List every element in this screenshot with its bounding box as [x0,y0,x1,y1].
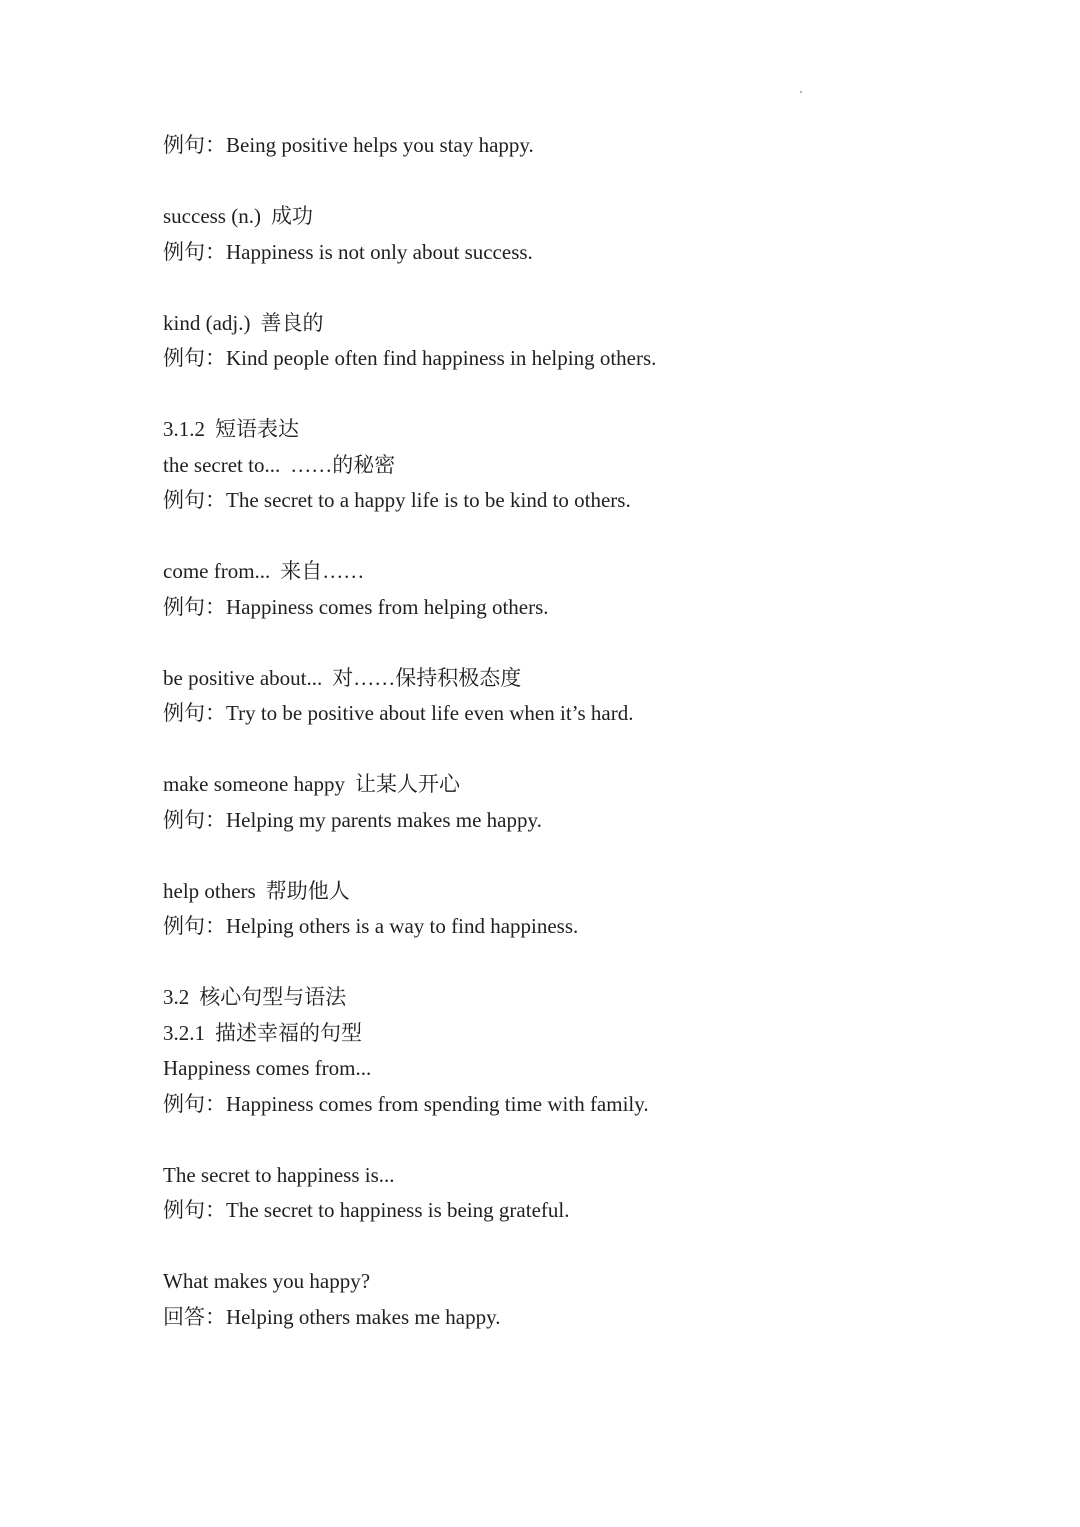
term-text: kind (adj.) [163,310,251,335]
term-meaning: 成功 [270,204,313,228]
section-number: 3.2.1 [163,1020,205,1045]
term-meaning: 来自…… [280,559,365,583]
phrase-term [163,448,983,484]
example-prefix: 例句： [163,914,226,938]
blank-line [163,838,983,874]
example-sentence [163,1087,983,1123]
term-meaning: 让某人开心 [354,772,460,796]
blank-line [163,625,983,661]
phrase-term [163,874,983,910]
phrase-term [163,767,983,803]
section-heading-3-1-2 [163,412,983,448]
vocab-term [163,306,983,342]
example-prefix: 例句： [163,807,226,832]
vocab-term [163,199,983,235]
example-prefix: 例句： [163,594,226,619]
term-text: the secret to... [163,452,281,477]
example-sentence [163,909,983,945]
term-text: come from... [163,559,271,583]
blank-line [163,164,983,200]
pattern-text: The secret to happiness is... [163,1162,395,1187]
example-text: Helping others is a way to find happiness. [226,914,579,938]
blank-line [163,1122,983,1158]
example-sentence [163,483,983,519]
phrase-term [163,554,983,590]
blank-line [163,270,983,306]
example-sentence [163,590,983,626]
example-text: Try to be positive about life even when it’s hard. [226,701,634,725]
example-prefix: 例句： [163,1091,226,1116]
pattern-text: What makes you happy? [163,1269,371,1293]
term-text: make someone happy [163,772,345,796]
example-prefix: 例句： [163,488,226,512]
blank-line [163,945,983,981]
example-prefix: 例句： [163,1198,226,1222]
example-sentence [163,696,983,732]
term-text: help others [163,878,256,903]
example-text: The secret to happiness is being grateful. [226,1198,570,1222]
example-text: Happiness is not only about success. [226,239,533,264]
example-prefix: 例句： [163,701,226,725]
example-text: Being positive helps you stay happy. [226,133,534,157]
example-text: Happiness comes from spending time with family. [226,1091,649,1116]
term-meaning: 善良的 [260,310,324,335]
example-sentence [163,1193,983,1229]
document-content [163,128,983,1335]
example-sentence [163,128,983,164]
section-heading-3-2 [163,980,983,1016]
example-sentence [163,235,983,271]
example-sentence [163,803,983,839]
example-text: The secret to a happy life is to be kind to others. [226,488,631,512]
example-text: Happiness comes from helping others. [226,594,549,619]
blank-line [163,1229,983,1265]
section-heading-3-2-1 [163,1016,983,1052]
pattern-text: Happiness comes from... [163,1056,372,1080]
example-prefix: 例句： [163,346,226,370]
answer-text: Helping others makes me happy. [226,1304,501,1329]
section-title: 短语表达 [215,417,299,441]
answer-sentence [163,1300,983,1336]
example-text: Kind people often find happiness in helping others. [226,346,657,370]
sentence-pattern [163,1264,983,1300]
blank-line [163,519,983,555]
term-text: be positive about... [163,665,323,690]
example-prefix: 例句： [163,133,226,157]
phrase-term [163,661,983,697]
section-number: 3.1.2 [163,417,205,441]
sentence-pattern [163,1158,983,1194]
stray-dot-mark [800,91,802,93]
term-meaning: ……的秘密 [290,452,396,477]
term-meaning: 对……保持积极态度 [332,665,522,690]
example-prefix: 例句： [163,239,226,264]
example-sentence [163,341,983,377]
section-title: 描述幸福的句型 [215,1020,362,1045]
example-text: Helping my parents makes me happy. [226,807,542,832]
section-title: 核心句型与语法 [199,985,347,1009]
blank-line [163,732,983,768]
blank-line [163,377,983,413]
section-number: 3.2 [163,985,190,1009]
sentence-pattern [163,1051,983,1087]
term-meaning: 帮助他人 [265,878,350,903]
answer-prefix: 回答： [163,1304,226,1329]
term-text: success (n.) [163,204,261,228]
